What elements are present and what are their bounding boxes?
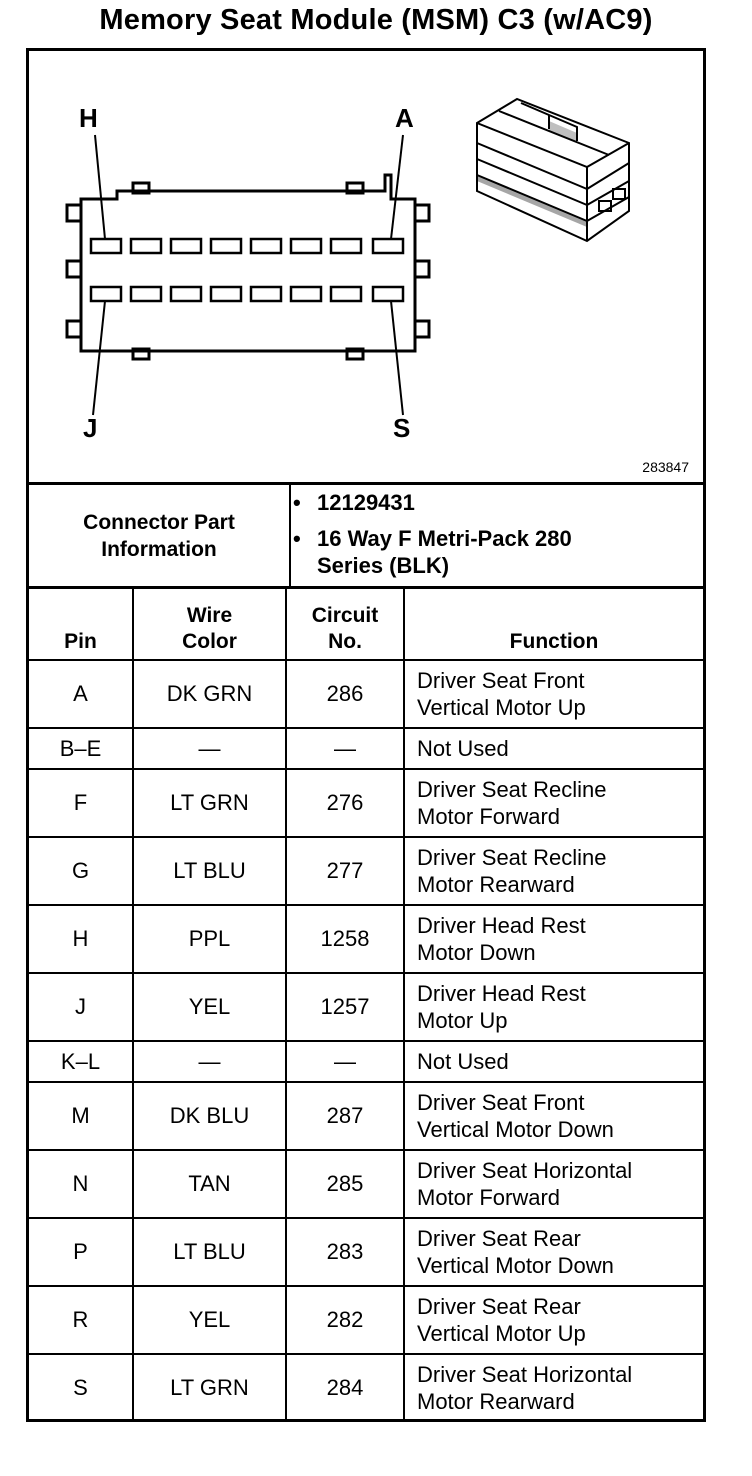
table-row	[29, 973, 703, 1041]
wire-color-cell: DK BLU	[133, 1082, 286, 1150]
table-row	[29, 1082, 703, 1150]
function-cell: Driver Seat Front Vertical Motor Down	[404, 1082, 703, 1150]
connector-part-info-label	[29, 485, 291, 586]
connector-part-info-values	[293, 489, 607, 579]
connector-sheet	[26, 48, 706, 1422]
bullet-part-number	[293, 489, 607, 516]
pin-table	[29, 589, 703, 1421]
function-cell: Driver Seat Front Vertical Motor Up	[404, 660, 703, 728]
pin-label-a: A	[395, 103, 414, 133]
header-pin: Pin	[29, 589, 133, 660]
wire-color-cell: TAN	[133, 1150, 286, 1218]
table-row	[29, 1286, 703, 1354]
function-cell: Driver Seat Horizontal Motor Forward	[404, 1150, 703, 1218]
function-cell: Driver Seat Recline Motor Forward	[404, 769, 703, 837]
function-cell: Driver Seat Horizontal Motor Rearward	[404, 1354, 703, 1421]
wire-color-cell: YEL	[133, 973, 286, 1041]
pin-cell: F	[29, 769, 133, 837]
circuit-cell: 286	[286, 660, 404, 728]
circuit-cell: 287	[286, 1082, 404, 1150]
function-cell: Not Used	[404, 1041, 703, 1082]
table-row	[29, 905, 703, 973]
pin-cell: H	[29, 905, 133, 973]
header-function: Function	[404, 589, 703, 660]
pin-label-j: J	[83, 413, 98, 443]
circuit-cell: 282	[286, 1286, 404, 1354]
pin-cell: K–L	[29, 1041, 133, 1082]
table-row	[29, 837, 703, 905]
page-title: Memory Seat Module (MSM) C3 (w/AC9)	[99, 4, 653, 36]
bullet-icon: •	[293, 490, 301, 515]
wire-color-cell: LT GRN	[133, 769, 286, 837]
function-cell: Driver Head Rest Motor Down	[404, 905, 703, 973]
function-cell: Not Used	[404, 728, 703, 769]
circuit-cell: 276	[286, 769, 404, 837]
pin-cell: G	[29, 837, 133, 905]
connector-type: 16 Way F Metri-Pack 280 Series (BLK)	[317, 526, 572, 578]
wire-color-cell: LT BLU	[133, 837, 286, 905]
circuit-cell: 1258	[286, 905, 404, 973]
header-wire-color: Wire Color	[133, 589, 286, 660]
pin-cell: A	[29, 660, 133, 728]
wire-color-cell: —	[133, 728, 286, 769]
connector-diagram	[29, 51, 703, 485]
table-row	[29, 1354, 703, 1421]
header-circuit: Circuit No.	[286, 589, 404, 660]
connector-3d-shading	[477, 121, 587, 227]
wire-color-cell: DK GRN	[133, 660, 286, 728]
bullet-connector-type	[293, 525, 607, 579]
table-row	[29, 660, 703, 728]
circuit-cell: 277	[286, 837, 404, 905]
connector-face-drawing	[29, 51, 703, 481]
table-row	[29, 1041, 703, 1082]
leader-lines	[93, 135, 403, 415]
connector-part-info-text: Connector Part Information	[83, 510, 235, 561]
connector-part-info	[29, 485, 703, 589]
pin-cell: S	[29, 1354, 133, 1421]
wire-color-cell: YEL	[133, 1286, 286, 1354]
circuit-cell: 283	[286, 1218, 404, 1286]
wire-color-cell: PPL	[133, 905, 286, 973]
pin-label-h: H	[79, 103, 98, 133]
circuit-cell: —	[286, 728, 404, 769]
circuit-cell: 284	[286, 1354, 404, 1421]
function-cell: Driver Seat Rear Vertical Motor Down	[404, 1218, 703, 1286]
pin-cell: R	[29, 1286, 133, 1354]
wire-color-cell: LT BLU	[133, 1218, 286, 1286]
circuit-cell: 1257	[286, 973, 404, 1041]
pin-cell: N	[29, 1150, 133, 1218]
pin-label-s: S	[393, 413, 411, 443]
pin-cell: P	[29, 1218, 133, 1286]
function-cell: Driver Head Rest Motor Up	[404, 973, 703, 1041]
wire-color-cell: —	[133, 1041, 286, 1082]
part-number: 12129431	[317, 490, 415, 515]
pin-cell: B–E	[29, 728, 133, 769]
figure-number: 283847	[642, 459, 689, 475]
connector-3d-icon	[477, 99, 629, 241]
function-cell: Driver Seat Recline Motor Rearward	[404, 837, 703, 905]
table-row	[29, 1218, 703, 1286]
table-row	[29, 1150, 703, 1218]
table-row	[29, 728, 703, 769]
circuit-cell: —	[286, 1041, 404, 1082]
function-cell: Driver Seat Rear Vertical Motor Up	[404, 1286, 703, 1354]
wire-color-cell: LT GRN	[133, 1354, 286, 1421]
bullet-icon: •	[293, 526, 301, 551]
pin-cell: J	[29, 973, 133, 1041]
pin-cell: M	[29, 1082, 133, 1150]
table-row	[29, 769, 703, 837]
table-header-row	[29, 589, 703, 660]
circuit-cell: 285	[286, 1150, 404, 1218]
pin-cavities	[91, 239, 403, 301]
